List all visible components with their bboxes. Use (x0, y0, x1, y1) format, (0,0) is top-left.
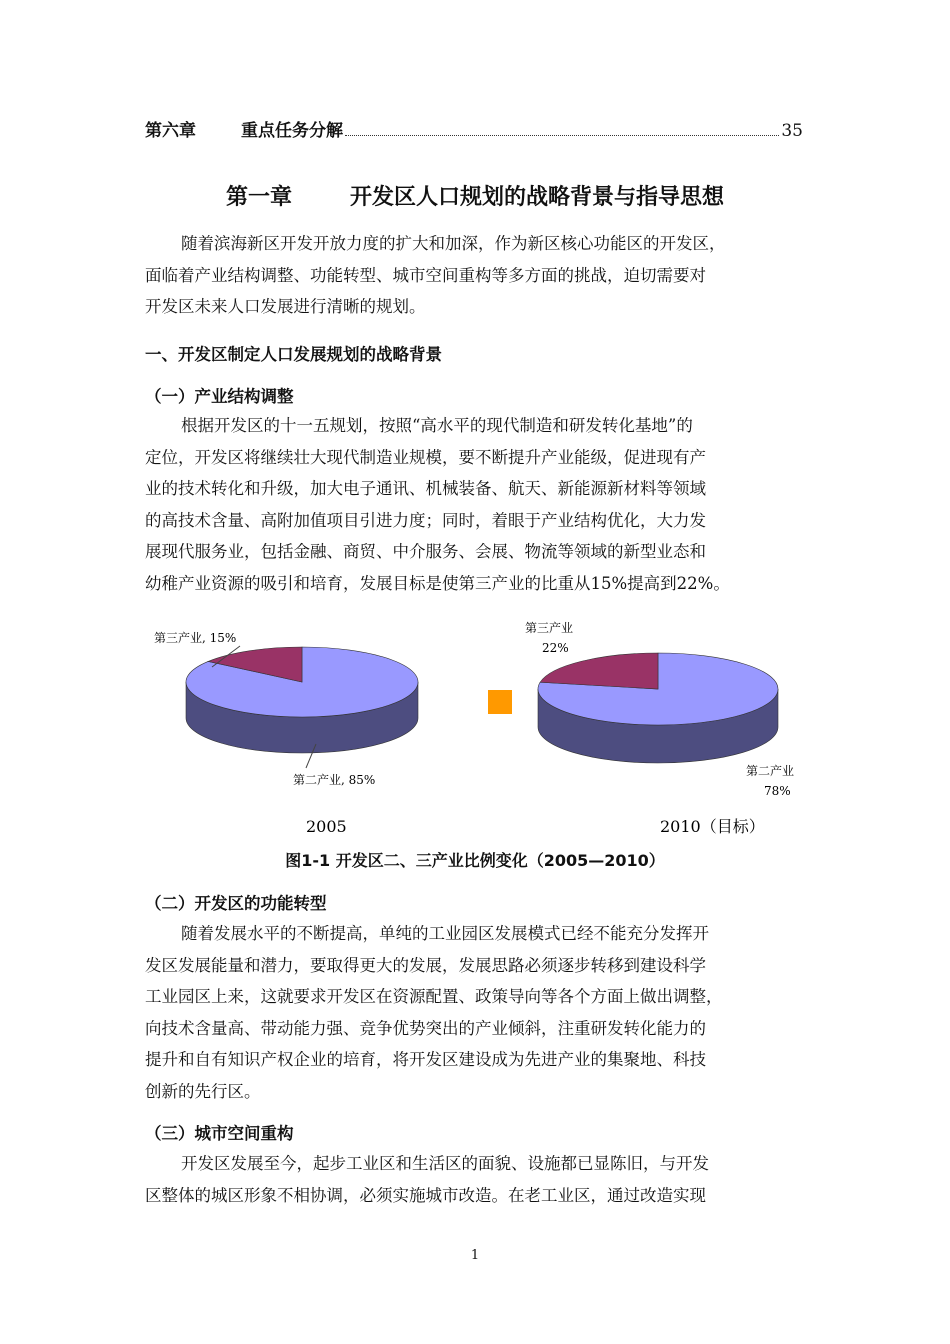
toc-leader-dots (345, 134, 779, 136)
chart-title-2010: 2010（目标） (660, 817, 765, 836)
intro-paragraph (145, 228, 807, 323)
subsection-heading: （二）开发区的功能转型 (145, 894, 327, 913)
paragraph-line: 随着滨海新区开发开放力度的扩大和加深，作为新区核心功能区的开发区， (181, 234, 726, 253)
toc-chapter: 第六章 (145, 121, 196, 141)
pie-label-secondary-pct-2010: 78% (764, 784, 791, 798)
paragraph-line: 展现代服务业，包括金融、商贸、中介服务、会展、物流等领域的新型业态和 (145, 542, 706, 561)
pie-label-tertiary-name-2010: 第三产业 (525, 621, 574, 635)
paragraph-line: 创新的先行区。 (145, 1081, 261, 1101)
pie-label-secondary-2005: 第二产业, 85% (293, 773, 376, 787)
subsection-heading: （一）产业结构调整 (145, 387, 294, 406)
pie-chart-2010 (538, 653, 778, 763)
paragraph-line: 发区发展能量和潜力，要取得更大的发展，发展思路必须逐步转移到建设科学 (145, 955, 706, 975)
paragraph-line: 幼稚产业资源的吸引和培育，发展目标是使第三产业的比重从15%提高到22%。 (145, 573, 730, 593)
paragraph-line: 面临着产业结构调整、功能转型、城市空间重构等多方面的挑战，迫切需要对 (145, 265, 706, 285)
toc-page: 35 (781, 121, 803, 141)
subsection-heading: （三）城市空间重构 (145, 1124, 294, 1143)
section-heading: 一、开发区制定人口发展规划的战略背景 (145, 345, 442, 364)
paragraph-line: 开发区未来人口发展进行清晰的规划。 (145, 297, 426, 316)
paragraph-line: 定位，开发区将继续壮大现代制造业规模，要不断提升产业能级，促进现有产 (145, 447, 706, 467)
chapter-heading (0, 180, 950, 211)
pie-label-tertiary-pct-2010: 22% (542, 641, 569, 655)
paragraph-line: 业的技术转化和升级，加大电子通讯、机械装备、航天、新能源新材料等领域 (145, 479, 706, 498)
pie-label-tertiary-2005: 第三产业, 15% (154, 631, 237, 645)
pie-chart-2005 (186, 647, 418, 753)
paragraph-line: 的高技术含量、高附加值项目引进力度；同时，着眼于产业结构优化，大力发 (145, 510, 706, 530)
chapter-number: 第一章 (225, 185, 292, 210)
toc-title: 重点任务分解 (241, 121, 343, 141)
chart-title-2005: 2005 (306, 817, 347, 836)
paragraph-line: 根据开发区的十一五规划，按照“高水平的现代制造和研发转化基地”的 (181, 416, 693, 435)
legend-swatch (488, 690, 512, 714)
paragraph-line: 提升和自有知识产权企业的培育，将开发区建设成为先进产业的集聚地、科技 (145, 1050, 706, 1069)
urban-paragraph (145, 1148, 807, 1211)
paragraph-line: 向技术含量高、带动能力强、竞争优势突出的产业倾斜，注重研发转化能力的 (145, 1018, 706, 1038)
chapter-title: 开发区人口规划的战略背景与指导思想 (350, 185, 725, 210)
paragraph-line: 区整体的城区形象不相协调，必须实施城市改造。在老工业区，通过改造实现 (145, 1185, 706, 1205)
paragraph-line: 随着发展水平的不断提高，单纯的工业园区发展模式已经不能充分发挥开 (181, 924, 709, 943)
toc-entry[interactable] (145, 116, 803, 142)
pie-label-secondary-name-2010: 第二产业 (746, 764, 795, 778)
function-paragraph (145, 918, 807, 1107)
figure-caption: 图1-1 开发区二、三产业比例变化（2005—2010） (285, 851, 665, 870)
industry-pie-charts (140, 612, 820, 844)
paragraph-line: 工业园区上来，这就要求开发区在资源配置、政策导向等各个方面上做出调整， (145, 987, 723, 1006)
page-number: 1 (470, 1248, 480, 1263)
paragraph-line: 开发区发展至今，起步工业区和生活区的面貌、设施都已显陈旧，与开发 (181, 1154, 709, 1173)
industry-paragraph (145, 410, 807, 599)
